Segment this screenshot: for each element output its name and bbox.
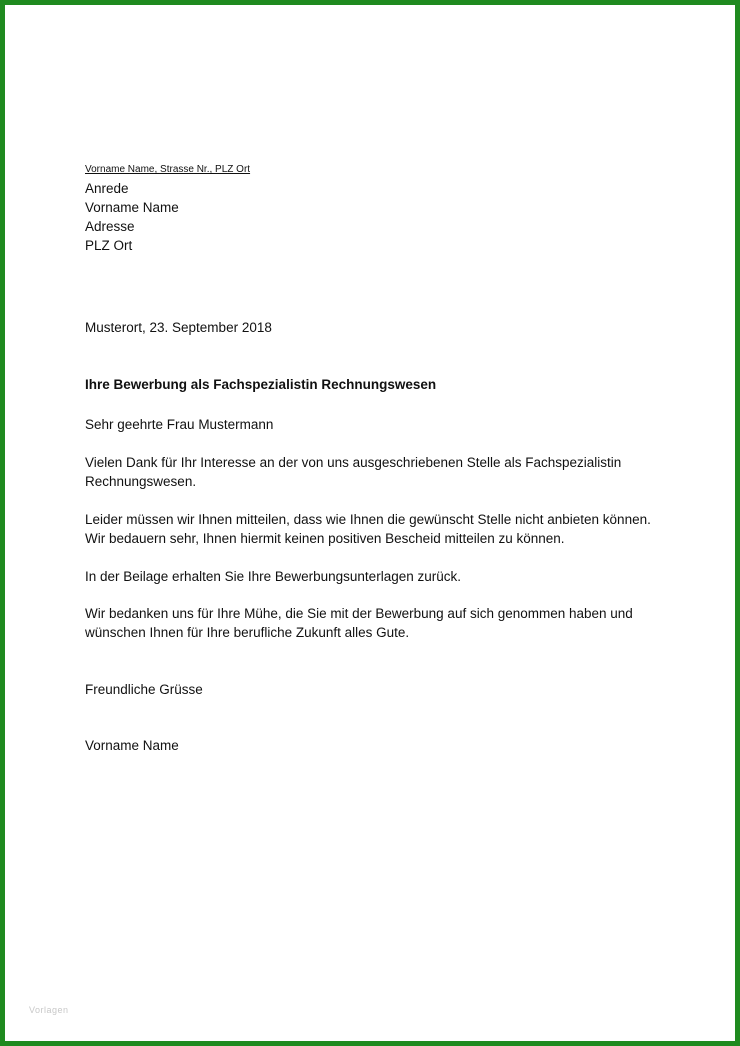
recipient-city: PLZ Ort: [85, 238, 133, 253]
letter-subject: Ihre Bewerbung als Fachspezialistin Rechnungswesen: [85, 377, 437, 392]
paragraph-line: In der Beilage erhalten Sie Ihre Bewerbungsunterlagen zurück.: [85, 569, 461, 584]
watermark: Vorlagen: [29, 1005, 69, 1015]
letter-signature: Vorname Name: [85, 738, 179, 753]
recipient-street: Adresse: [85, 219, 135, 234]
letter-closing: Freundliche Grüsse: [85, 682, 203, 697]
recipient-salutation: Anrede: [85, 181, 129, 196]
place-date: Musterort, 23. September 2018: [85, 320, 272, 335]
paragraph-line: Leider müssen wir Ihnen mitteilen, dass wie Ihnen die gewünscht Stelle nicht anbieten können.: [85, 512, 651, 527]
letter-salutation: Sehr geehrte Frau Mustermann: [85, 417, 274, 432]
recipient-name: Vorname Name: [85, 200, 179, 215]
paragraph-wishes: [85, 604, 685, 642]
paragraph-line: Wir bedanken uns für Ihre Mühe, die Sie mit der Bewerbung auf sich genommen haben und: [85, 606, 633, 621]
paragraph-line: Rechnungswesen.: [85, 474, 197, 489]
paragraph-line: wünschen Ihnen für Ihre berufliche Zukunft alles Gute.: [85, 625, 410, 640]
paragraph-line: Wir bedauern sehr, Ihnen hiermit keinen positiven Bescheid mitteilen zu können.: [85, 531, 565, 546]
paragraph-rejection: [85, 510, 685, 548]
paragraph-enclosure: [85, 567, 685, 586]
paragraph-thanks: [85, 453, 685, 491]
sender-address-line: Vorname Name, Strasse Nr., PLZ Ort: [85, 164, 251, 175]
paragraph-line: Vielen Dank für Ihr Interesse an der von uns ausgeschriebenen Stelle als Fachspezialistin: [85, 455, 622, 470]
recipient-address-block: [85, 179, 179, 255]
